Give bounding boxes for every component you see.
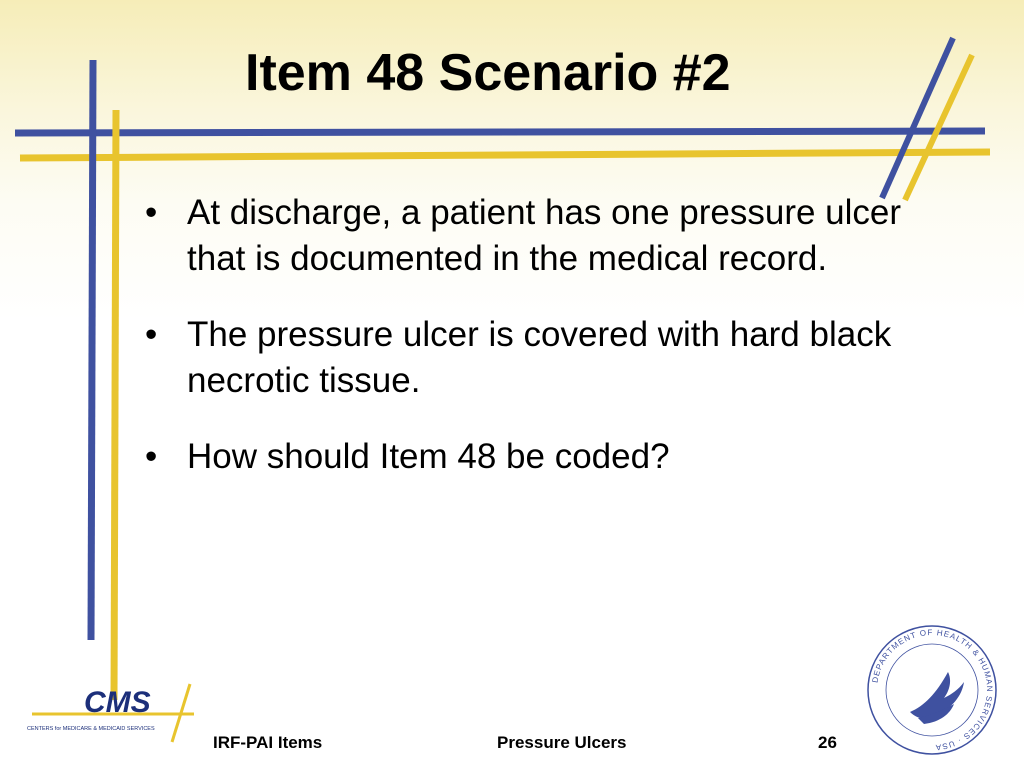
svg-text:CMS: CMS [84,686,151,719]
bullet-item [145,312,905,404]
gold-horizontal-stripe [20,152,990,158]
blue-horizontal-stripe [15,131,985,133]
footer-left-text: IRF-PAI Items [213,733,323,752]
bullet-list [145,190,905,510]
slide-title: Item 48 Scenario #2 [245,44,731,102]
svg-text:CENTERS for MEDICARE & MEDICAI: CENTERS for MEDICARE & MEDICAID SERVICES [27,726,155,732]
bullet-text: The pressure ulcer is covered with hard black necrotic tissue. [187,315,892,400]
bullet-glyph: • [145,315,158,354]
bullet-text: At discharge, a patient has one pressure ulcer that is documented in the medical record. [187,193,902,278]
hhs-seal [862,620,1002,760]
bullet-item [145,190,905,282]
cms-logo [22,678,202,746]
blue-vertical-stripe [91,60,93,640]
page-number: 26 [818,733,837,752]
bullet-glyph: • [145,437,158,476]
gold-vertical-stripe [114,110,116,700]
bullet-item [145,434,905,480]
footer-center-text: Pressure Ulcers [497,733,627,752]
bullet-text: How should Item 48 be coded? [187,437,670,476]
bullet-glyph: • [145,193,158,232]
svg-text:DEPARTMENT OF HEALTH & HUMAN S: DEPARTMENT OF HEALTH & HUMAN SERVICES · USA [870,627,995,752]
